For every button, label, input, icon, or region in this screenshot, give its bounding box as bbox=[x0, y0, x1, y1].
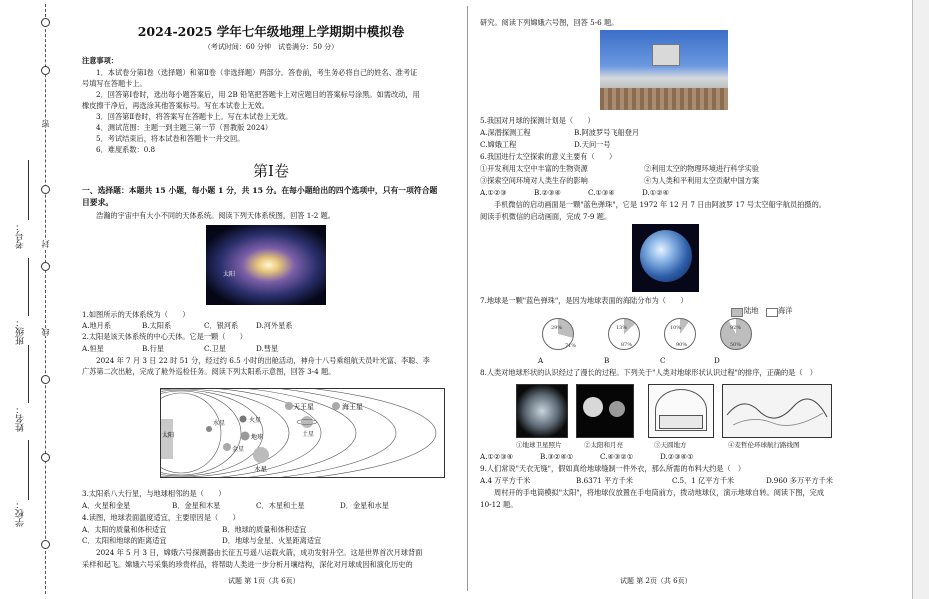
q8-caption-3: ③天圆地方 bbox=[654, 441, 687, 449]
pie-d-sea-label: 50% bbox=[730, 342, 742, 348]
question-8: 8.人类对地球形状的认识经过了漫长的过程。下列关于"人类对地球形状认识过程"的排序，正确的是（ ） bbox=[480, 368, 817, 377]
q4-option-b[interactable]: B．地球的质量和体积适宜 bbox=[222, 525, 307, 534]
galaxy-label: 太阳 bbox=[223, 271, 236, 278]
question-1: 1.如图所示的天体系统为（ ） bbox=[82, 310, 190, 319]
q6-item-2: ②利用太空的物理环境进行科学实验 bbox=[644, 164, 760, 173]
earth-dot bbox=[241, 432, 250, 441]
seal-hole bbox=[41, 375, 50, 384]
planet-label-neptune: 海王星 bbox=[342, 403, 363, 411]
uranus-dot bbox=[285, 402, 293, 410]
seal-hole bbox=[41, 18, 50, 27]
legend-sea: 海洋 bbox=[778, 306, 793, 315]
page-footer-right: 试题 第 2页（共 6页） bbox=[620, 577, 692, 585]
name-label: 姓名： bbox=[16, 405, 26, 432]
planet-label-mars: 火星 bbox=[249, 417, 262, 424]
sun-shape bbox=[161, 419, 173, 459]
intro-text: 10-12 题。 bbox=[480, 500, 518, 509]
class-label: 班级： bbox=[16, 318, 26, 345]
q3-option-b[interactable]: B．金星和木星 bbox=[172, 501, 221, 510]
lander-shape bbox=[652, 44, 680, 66]
seal-hole bbox=[41, 66, 50, 75]
question-6: 6.我国进行太空探索的意义主要有（ ） bbox=[480, 152, 617, 161]
pie-label-a: A bbox=[538, 356, 544, 365]
q1-option-c[interactable]: C．银河系 bbox=[204, 321, 239, 330]
legend-sea-swatch bbox=[766, 308, 778, 317]
q9-option-b[interactable]: B.6371 平方千米 bbox=[576, 476, 633, 485]
page-footer-left: 试题 第 1页（共 6页） bbox=[228, 577, 300, 585]
seal-char: 线 bbox=[41, 328, 50, 336]
q5-option-b[interactable]: B.阿波罗号飞船登月 bbox=[574, 128, 640, 137]
planet-label-saturn: 土星 bbox=[302, 431, 315, 438]
exam-subtitle: （考试时间：60 分钟 试卷满分：50 分） bbox=[203, 43, 339, 51]
notes-line: 号填写在答题卡上。 bbox=[82, 79, 147, 88]
neptune-dot bbox=[332, 402, 340, 410]
intro-text: 广苏第二次出舱，完成了舱外巡检任务。阅读下列太阳系示意图，回答 3-4 题。 bbox=[82, 367, 336, 376]
pie-label-d: D bbox=[714, 356, 720, 365]
planet-label-jupiter: 木星 bbox=[254, 465, 267, 473]
planet-label-earth: 地球 bbox=[251, 434, 264, 441]
q8-option-b[interactable]: B.③②④① bbox=[540, 452, 574, 461]
magellan-route-map bbox=[722, 384, 832, 438]
milky-way-image bbox=[206, 225, 326, 305]
blue-marble-image bbox=[632, 224, 699, 292]
column-divider bbox=[467, 6, 468, 591]
q1-option-d[interactable]: D.河外星系 bbox=[256, 321, 293, 330]
sun-moon-photo bbox=[576, 384, 634, 438]
pie-label-b: B bbox=[604, 356, 610, 365]
seal-char: 封 bbox=[41, 240, 50, 248]
q8-option-d[interactable]: D.②③④① bbox=[660, 452, 694, 461]
notes-line: 5．考试结束后，将本试卷和答题卡一并交回。 bbox=[96, 134, 245, 143]
q8-caption-2: ②太阳和月亮 bbox=[584, 441, 623, 449]
q2-option-c[interactable]: C.卫星 bbox=[204, 344, 226, 353]
planet-label-sun: 太阳 bbox=[162, 432, 175, 439]
seal-line bbox=[45, 4, 46, 594]
notes-line: 1．本试卷分第Ⅰ卷（选择题）和第Ⅱ卷（非选择题）两部分。答卷前，考生务必将自己的姓名、准考证 bbox=[96, 68, 418, 77]
q6-item-3: ③探索空间环境对人类生存的影响 bbox=[480, 176, 588, 185]
intro-text: 研究。阅读下列嫦娥六号图，回答 5-6 题。 bbox=[480, 18, 619, 27]
planet-label-mercury: 水星 bbox=[213, 420, 226, 427]
q8-option-a[interactable]: A.①②③④ bbox=[480, 452, 514, 461]
q2-option-a[interactable]: A.恒星 bbox=[82, 344, 104, 353]
exam-no-blank[interactable] bbox=[28, 160, 29, 220]
intro-text: 2024 年 5 月 3 日，嫦娥六号探测器由长征五号遥八运载火箭，成功发射升空。这是世界首次月球背面 bbox=[96, 548, 423, 557]
pie-d-land-label: 92% bbox=[730, 325, 742, 331]
q8-option-c[interactable]: C.④③②① bbox=[600, 452, 634, 461]
q3-option-c[interactable]: C．木星和土星 bbox=[256, 501, 305, 510]
exam-title: 2024-2025 学年七年级地理上学期期中模拟卷 bbox=[137, 24, 405, 39]
solar-system-diagram bbox=[160, 388, 445, 478]
notes-line: 橡皮擦干净后，再选涂其他答案标号。写在本试卷上无效。 bbox=[82, 101, 269, 110]
legend-land: 陆地 bbox=[744, 306, 759, 315]
lunar-ground bbox=[600, 88, 728, 110]
intro-text: 阅读手机微信的启动画面，完成 7-9 题。 bbox=[480, 212, 612, 221]
q6-option-c[interactable]: C.①③④ bbox=[588, 188, 615, 197]
school-label: 学校： bbox=[16, 500, 26, 527]
exam-no-label: 考号： bbox=[16, 222, 26, 249]
legend-land-swatch bbox=[731, 308, 743, 317]
q9-option-c[interactable]: C.5．1 亿平方千米 bbox=[672, 476, 735, 485]
earth-globe bbox=[640, 230, 692, 282]
notes-line: 3．回答第Ⅱ卷时，将答案写在答题卡上。写在本试卷上无效。 bbox=[96, 112, 293, 121]
q6-item-1: ①开发利用太空中丰富的生物资源 bbox=[480, 164, 588, 173]
q2-option-d[interactable]: D.彗星 bbox=[256, 344, 279, 353]
saturn-dot bbox=[301, 416, 313, 428]
q1-option-a[interactable]: A.地月系 bbox=[82, 321, 112, 330]
q8-caption-4: ④麦哲伦环球航行路线图 bbox=[728, 441, 800, 449]
q6-option-d[interactable]: D.①②④ bbox=[642, 188, 670, 197]
q2-option-b[interactable]: B.行星 bbox=[142, 344, 164, 353]
mercury-dot bbox=[206, 426, 212, 432]
q6-option-b[interactable]: B.②③④ bbox=[534, 188, 561, 197]
part1-instructions: 一、选择题：本题共 15 小题，每小题 1 分，共 15 分。在每小题给出的四个选项中，只有一项符合题 bbox=[82, 186, 438, 195]
planet-label-venus: 金星 bbox=[232, 446, 245, 453]
question-7: 7.地球是一颗"蓝色弹珠"，是因为地球表面的海陆分布为（ ） bbox=[480, 296, 688, 305]
seal-hole bbox=[41, 185, 50, 194]
satellite-photo-earth bbox=[516, 384, 568, 438]
q3-option-a[interactable]: A．火星和金星 bbox=[82, 501, 131, 510]
q5-option-a[interactable]: A.深潜探测工程 bbox=[480, 128, 531, 137]
intro-text: 周村开的手电筒模拟"太阳"，将地球仪放置在手电筒前方，拨动地球仪，演示地球自转。阅读下图，完成 bbox=[494, 488, 825, 497]
q8-caption-1: ①地球卫星照片 bbox=[516, 441, 562, 449]
q9-option-a[interactable]: A.4 万平方千米 bbox=[480, 476, 531, 485]
pie-c-land-label: 10% bbox=[670, 325, 682, 331]
q4-option-c[interactable]: C．太阳和地球的距离适宜 bbox=[82, 536, 167, 545]
q4-option-d[interactable]: D．地球与金星、火星距离适宜 bbox=[222, 536, 322, 545]
seal-char: 密 bbox=[41, 120, 50, 128]
heaven-round-earth-square-drawing bbox=[648, 384, 714, 438]
change6-lander-image bbox=[600, 30, 728, 110]
seal-hole bbox=[41, 540, 50, 549]
binding-strip bbox=[0, 0, 60, 599]
intro-text: 浩瀚的宇宙中有大小不同的天体系统。阅读下列天体系统图，回答 1-2 题。 bbox=[96, 211, 335, 220]
q5-option-c[interactable]: C.嫦娥工程 bbox=[480, 140, 517, 149]
pie-a-land-label: 29% bbox=[551, 325, 563, 331]
planet-label-uranus: 天王星 bbox=[293, 403, 314, 411]
class-blank[interactable] bbox=[28, 258, 29, 316]
question-5: 5.我国对月球的探测计划是（ ） bbox=[480, 116, 595, 125]
seal-hole bbox=[41, 262, 50, 271]
q4-option-a[interactable]: A．太阳的质量和体积适宜 bbox=[82, 525, 167, 534]
intro-text: 手机微信的启动画面是一颗"蓝色弹珠"，它是 1972 年 12 月 7 日由阿波罗 17 号太空船宇航员拍摄的。 bbox=[494, 200, 826, 209]
notes-line: 2．回答第Ⅰ卷时，选出每小题答案后，用 2B 铅笔把答题卡上对应题目的答案标号涂黑。如需改动，用 bbox=[96, 90, 420, 99]
pie-a-sea-label: 71% bbox=[565, 343, 577, 349]
pie-c-sea-label: 90% bbox=[676, 342, 688, 348]
pie-label-c: C bbox=[660, 356, 666, 365]
seal-hole bbox=[41, 453, 50, 462]
pie-b-land-label: 13% bbox=[616, 325, 628, 331]
notes-line: 4．测试范围：主题一到主题三第一节（晋教版 2024） bbox=[96, 123, 273, 132]
q6-option-a[interactable]: A.①②③ bbox=[480, 188, 507, 197]
pie-b-sea-label: 87% bbox=[621, 342, 633, 348]
question-9: 9.人们常说"天衣无缝"，假如真给地球缝制一件外衣，那么所需的布料大约是（ ） bbox=[480, 464, 746, 473]
notes-line: 6．难度系数：0.8 bbox=[96, 145, 156, 154]
q6-item-4: ④为人类和平利用太空贡献中国方案 bbox=[644, 176, 760, 185]
q5-option-d[interactable]: D.天问一号 bbox=[574, 140, 611, 149]
question-4: 4.读图，地球表面温度适宜，主要原因是（ ） bbox=[82, 513, 240, 522]
venus-dot bbox=[223, 443, 231, 451]
q1-option-b[interactable]: B.太阳系 bbox=[142, 321, 172, 330]
school-blank[interactable] bbox=[28, 440, 29, 500]
window-scrollbar[interactable] bbox=[912, 0, 929, 599]
jupiter-dot bbox=[253, 447, 269, 463]
question-2: 2.太阳是该天体系统的中心天体。它是一颗（ ） bbox=[82, 332, 247, 341]
q3-option-d[interactable]: D．金星和水星 bbox=[340, 501, 389, 510]
intro-text: 采样和起飞。嫦娥六号采集的珍贵样品，将帮助人类进一步分析月壤结构，深化对月球成因和演化历史的 bbox=[82, 560, 413, 569]
name-blank[interactable] bbox=[28, 345, 29, 403]
intro-text: 2024 年 7 月 3 日 22 时 51 分，经过约 6.5 小时的出舱活动，神舟十八号乘组航天员叶光富、李聪、李 bbox=[96, 356, 430, 365]
section-title: 第Ⅰ卷 bbox=[253, 162, 289, 180]
notes-heading: 注意事项： bbox=[82, 56, 118, 65]
part1-instructions: 目要求。 bbox=[82, 198, 114, 207]
mars-dot bbox=[240, 416, 247, 423]
question-3: 3.太阳系八大行星，与地球相邻的是（ ） bbox=[82, 489, 226, 498]
q9-option-d[interactable]: D.960 多万平方千米 bbox=[766, 476, 833, 485]
